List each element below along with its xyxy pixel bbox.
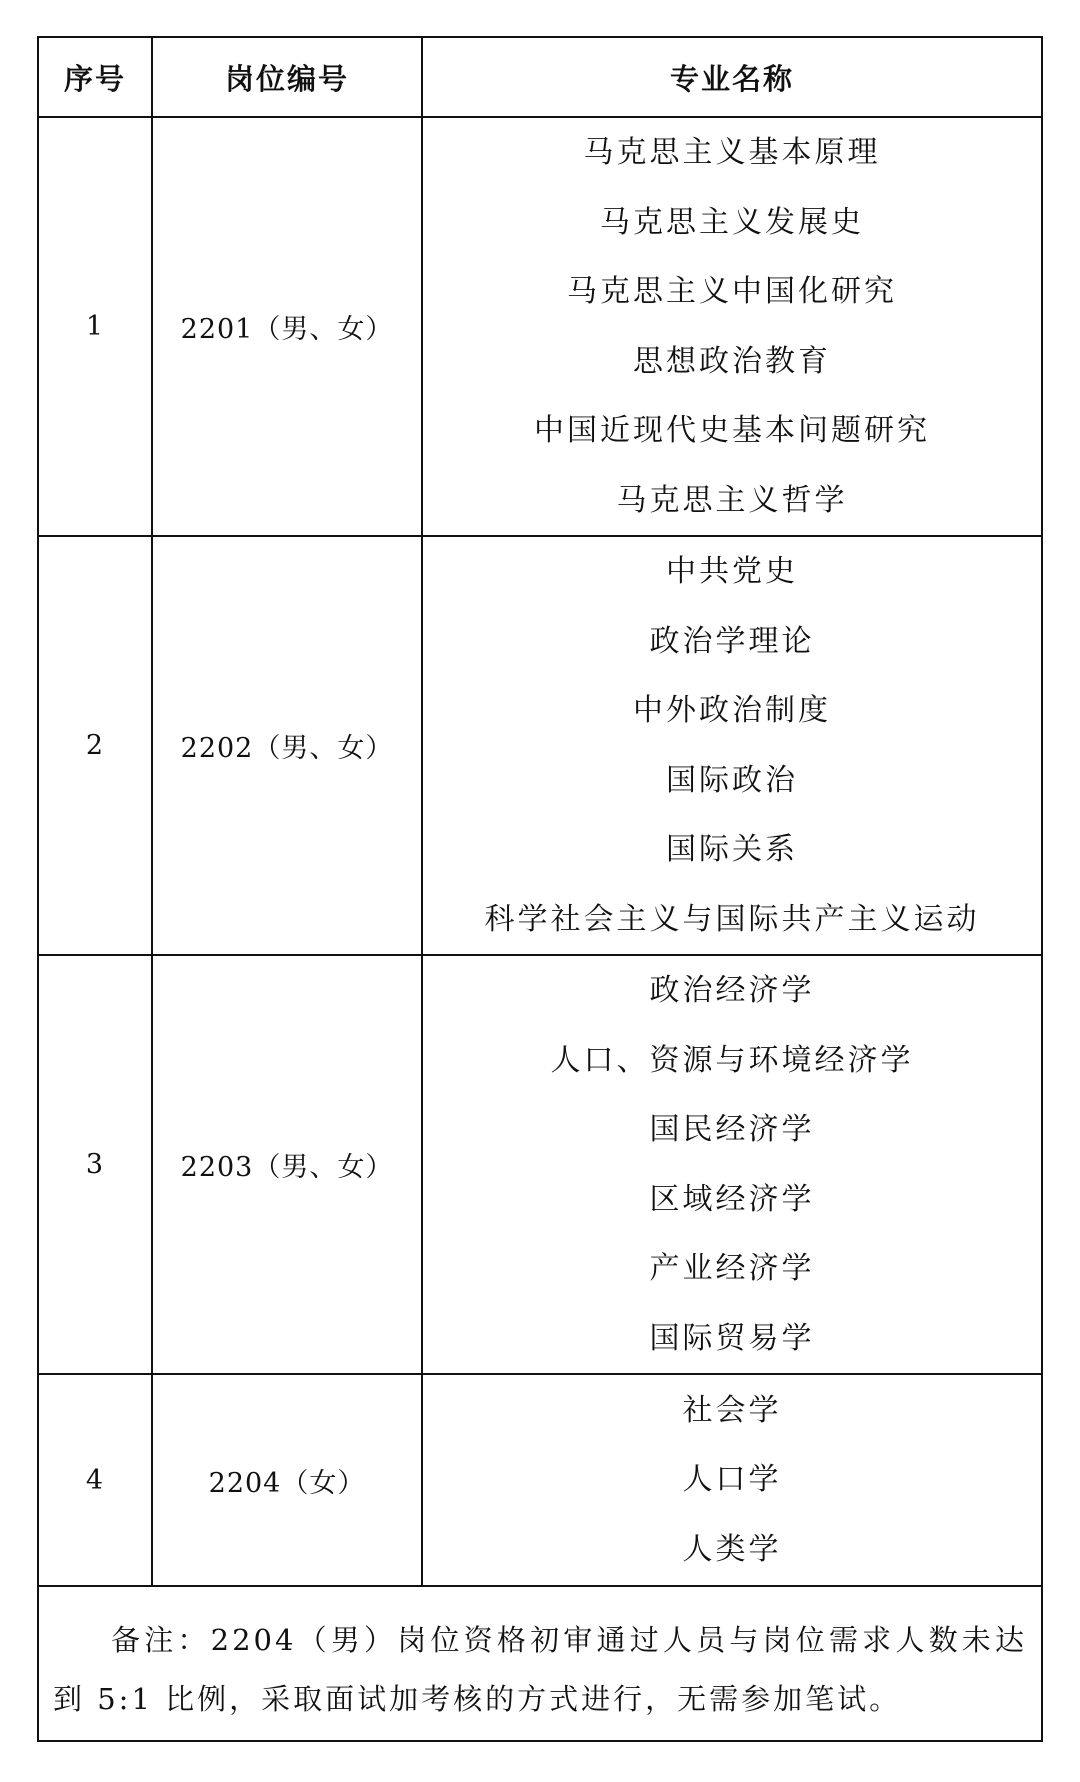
header-major-name: 专业名称 xyxy=(422,38,1041,117)
table-row xyxy=(39,955,1041,1374)
positions-table xyxy=(39,38,1041,1587)
major-item: 科学社会主义与国际共产主义运动 xyxy=(484,901,980,937)
row-position-code: 2202（男、女） xyxy=(152,536,422,955)
row-seq: 2 xyxy=(39,536,152,955)
major-item: 产业经济学 xyxy=(649,1251,815,1286)
major-item: 思想政治教育 xyxy=(633,343,831,379)
row-seq: 3 xyxy=(39,955,152,1374)
header-position-code: 岗位编号 xyxy=(152,38,422,117)
major-item: 社会学 xyxy=(682,1392,782,1428)
row-majors xyxy=(422,955,1041,1374)
row-position-code: 2204（女） xyxy=(152,1374,422,1586)
major-item: 马克思主义基本原理 xyxy=(583,135,881,170)
major-item: 人类学 xyxy=(682,1531,782,1567)
major-item: 国际关系 xyxy=(666,832,798,867)
major-item: 马克思主义发展史 xyxy=(600,204,864,240)
major-item: 中国近现代史基本问题研究 xyxy=(534,413,930,448)
row-majors xyxy=(422,117,1041,536)
major-item: 中外政治制度 xyxy=(633,693,831,728)
major-item: 马克思主义中国化研究 xyxy=(567,274,897,309)
row-seq: 1 xyxy=(39,117,152,536)
row-position-code: 2203（男、女） xyxy=(152,955,422,1374)
major-item: 国民经济学 xyxy=(649,1112,815,1147)
major-list xyxy=(423,118,1041,535)
major-item: 国际贸易学 xyxy=(649,1320,815,1356)
major-item: 中共党史 xyxy=(666,554,798,589)
document-frame xyxy=(37,36,1043,1742)
remark-note: 备注：2204（男）岗位资格初审通过人员与岗位需求人数未达到 5:1 比例，采取面试加考核的方式进行，无需参加笔试。 xyxy=(53,1623,1027,1716)
major-list xyxy=(423,537,1041,954)
table-row xyxy=(39,117,1041,536)
major-item: 人口学 xyxy=(682,1462,782,1498)
major-list xyxy=(423,1376,1041,1585)
major-item: 区域经济学 xyxy=(649,1181,815,1217)
row-position-code: 2201（男、女） xyxy=(152,117,422,536)
major-item: 政治学理论 xyxy=(649,623,815,659)
major-item: 国际政治 xyxy=(666,762,798,798)
row-majors xyxy=(422,1374,1041,1586)
major-list xyxy=(423,956,1041,1373)
row-seq: 4 xyxy=(39,1374,152,1586)
major-item: 马克思主义哲学 xyxy=(616,482,848,518)
major-item: 人口、资源与环境经济学 xyxy=(550,1042,914,1078)
table-header-row xyxy=(39,38,1041,117)
table-row xyxy=(39,1374,1041,1586)
header-seq: 序号 xyxy=(39,38,152,117)
row-majors xyxy=(422,536,1041,955)
table-row xyxy=(39,536,1041,955)
major-item: 政治经济学 xyxy=(649,973,815,1008)
